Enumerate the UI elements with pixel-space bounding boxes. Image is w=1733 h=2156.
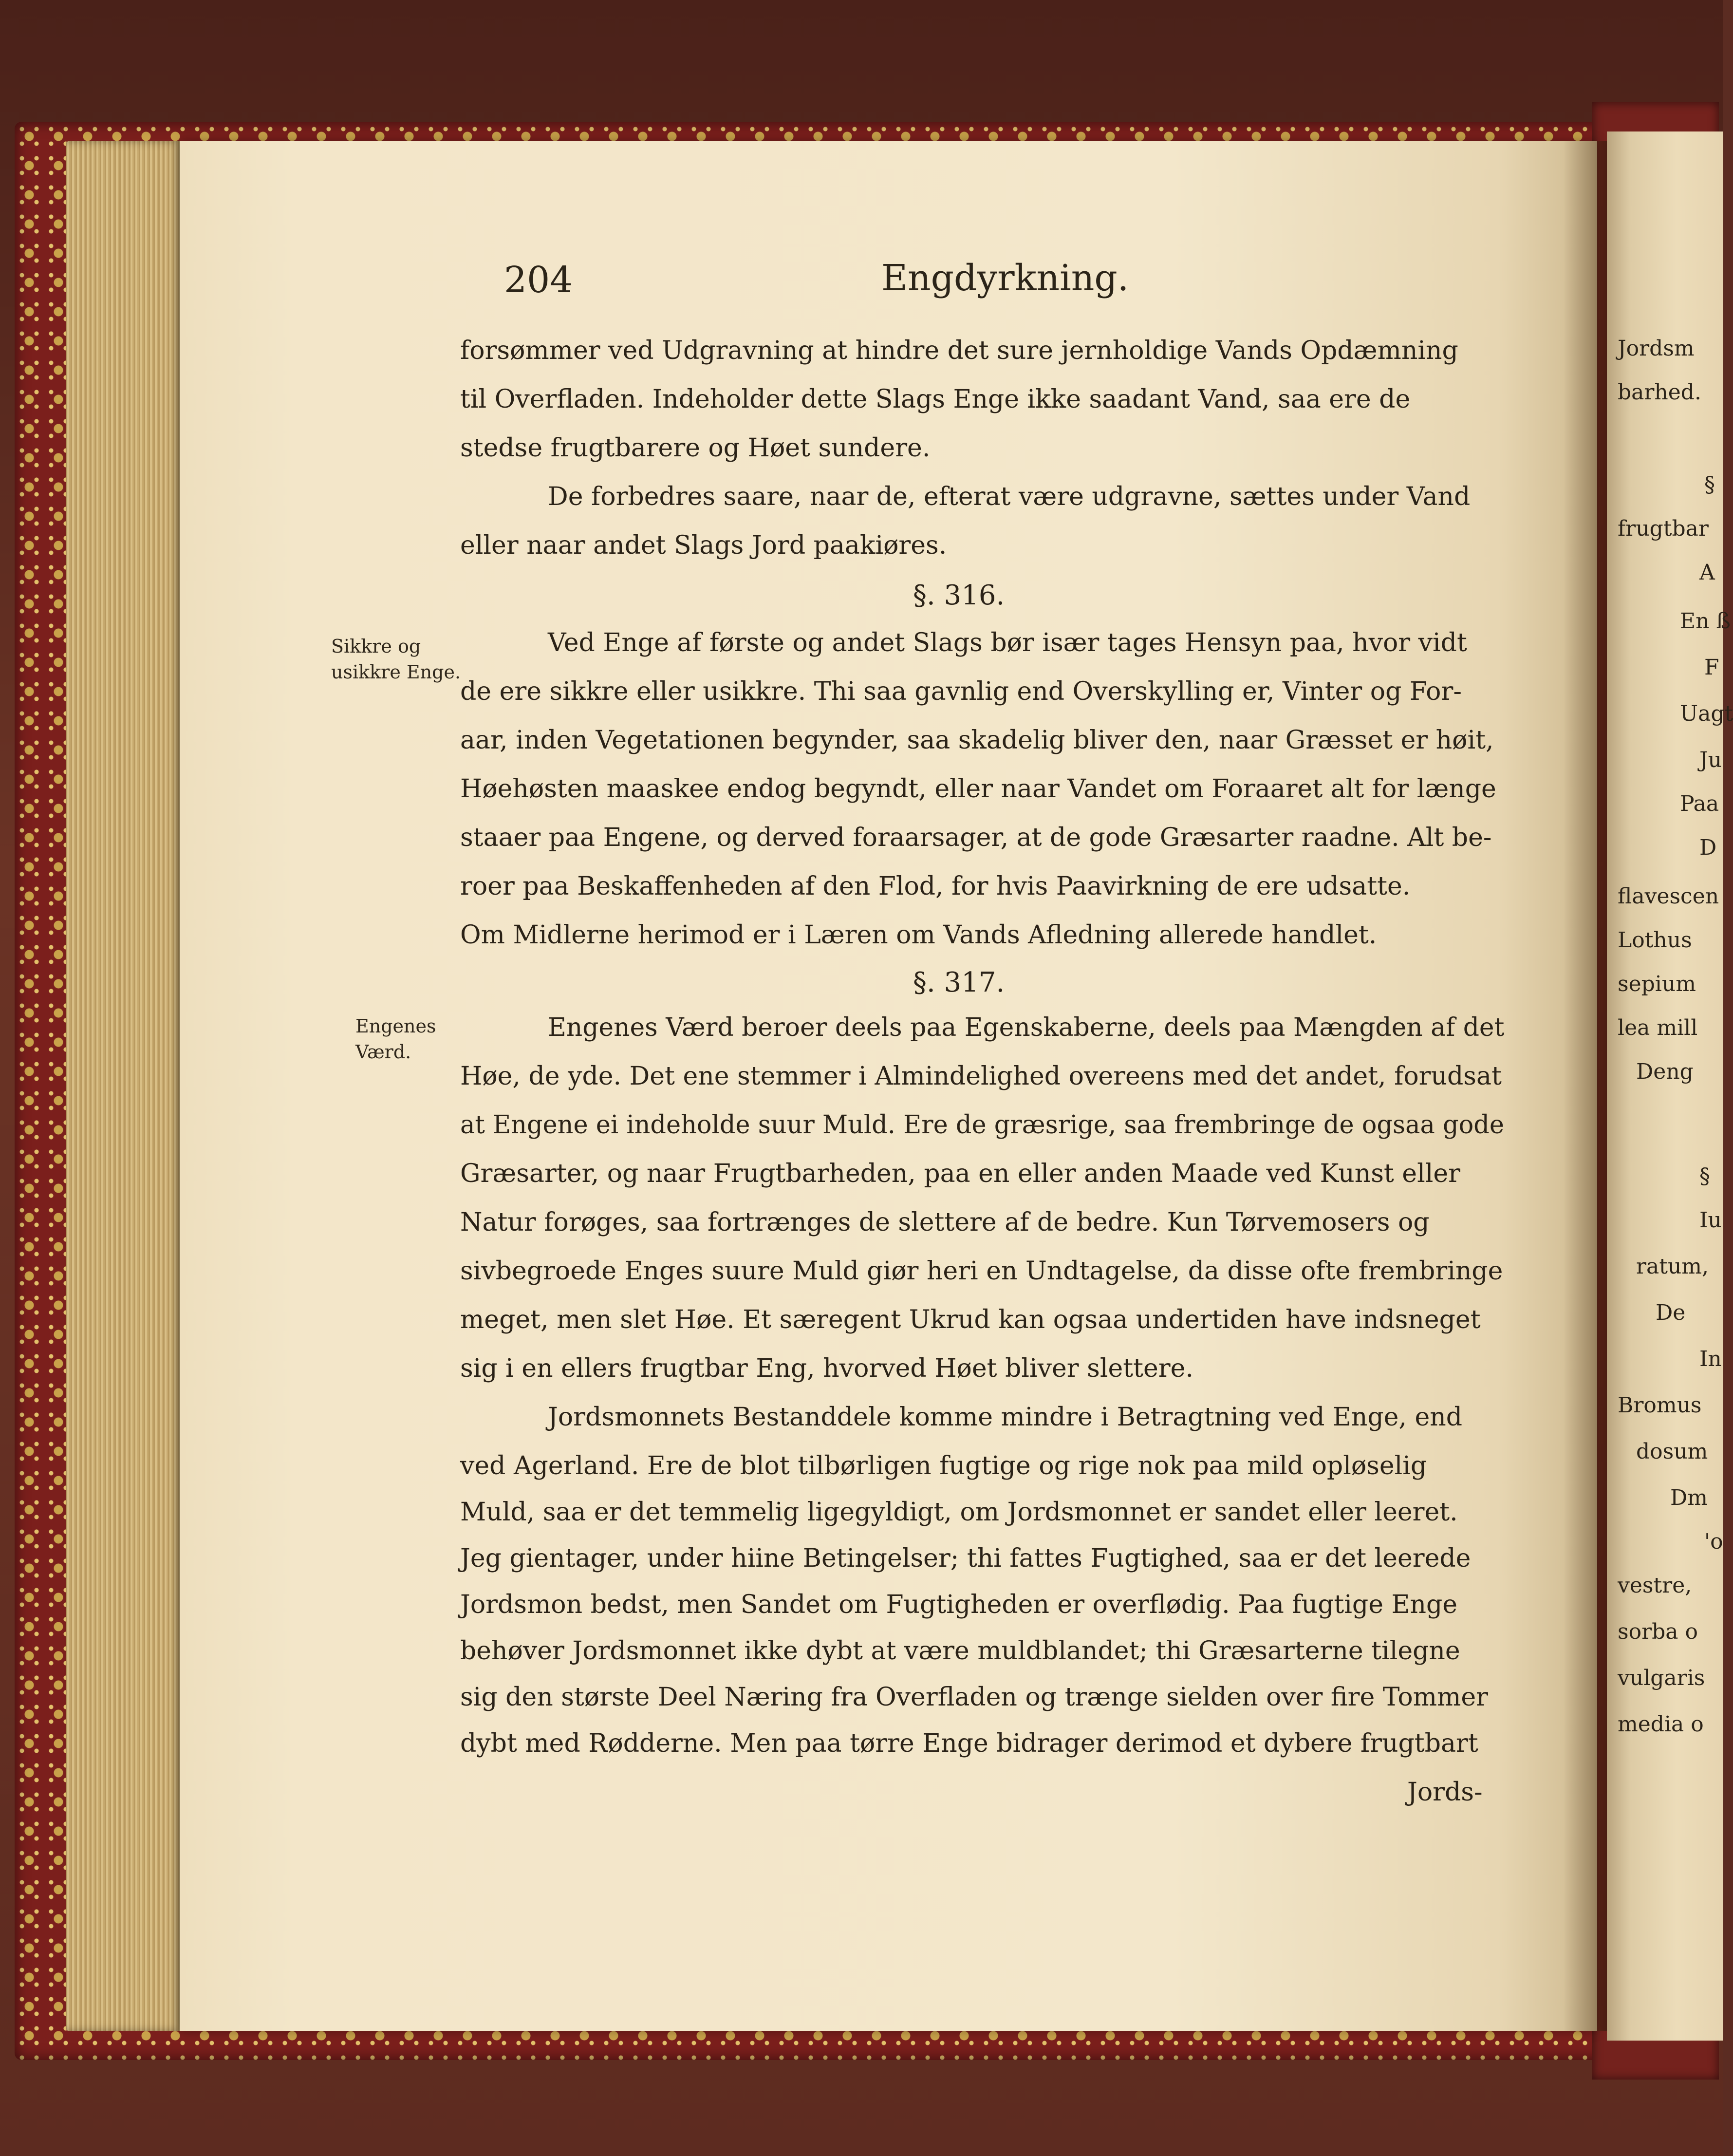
right-page-text: D	[1699, 835, 1717, 860]
right-page-text: Iu	[1699, 1208, 1722, 1233]
text-line: aar, inden Vegetationen begynder, saa skadelig bliver den, naar Græsset er høit,	[460, 726, 1494, 755]
catchword: Jords-	[1407, 1778, 1483, 1807]
text-line: at Engene ei indeholde suur Muld. Ere de græsrige, saa frembringe de ogsaa gode	[460, 1110, 1504, 1140]
text-line: Om Midlerne herimod er i Læren om Vands Afledning allerede handlet.	[460, 920, 1377, 950]
right-page-text: Bromus	[1618, 1393, 1702, 1418]
margin-note: Sikkre og	[331, 636, 421, 657]
right-page-text: dosum	[1636, 1439, 1708, 1464]
text-line: sivbegroede Enges suure Muld giør heri en Undtagelse, da disse ofte frembringe	[460, 1256, 1503, 1286]
text-line: meget, men slet Høe. Et særegent Ukrud kan ogsaa undertiden have indsneget	[460, 1305, 1481, 1334]
right-page-text: media o	[1618, 1712, 1704, 1737]
text-line: sig i en ellers frugtbar Eng, hvorved Høet bliver slettere.	[460, 1354, 1193, 1383]
right-page-text: Dm	[1670, 1485, 1708, 1510]
text-line: De forbedres saare, naar de, efterat være udgravne, sættes under Vand	[548, 482, 1471, 511]
text-line: til Overfladen. Indeholder dette Slags Enge ikke saadant Vand, saa ere de	[460, 385, 1411, 414]
right-page-text: Lothus	[1618, 928, 1692, 953]
right-page-text: 'o	[1704, 1529, 1723, 1554]
section-heading: §. 317.	[913, 967, 1005, 998]
right-page-text: Paa	[1680, 791, 1719, 816]
right-page-text: Deng	[1636, 1059, 1694, 1084]
right-page-text: §	[1704, 472, 1715, 497]
text-line: sig den største Deel Næring fra Overfladen og trænge sielden over fire Tommer	[460, 1683, 1488, 1712]
margin-note: Værd.	[355, 1041, 411, 1063]
text-line: Jeg gientager, under hiine Betingelser; thi fattes Fugtighed, saa er det leerede	[460, 1544, 1471, 1573]
right-page-text: Uagt	[1680, 701, 1733, 726]
margin-note: Engenes	[355, 1015, 436, 1037]
text-line: roer paa Beskaffenheden af den Flod, for hvis Paavirkning de ere udsatte.	[460, 872, 1411, 901]
text-line: eller naar andet Slags Jord paakiøres.	[460, 531, 947, 560]
text-line: dybt med Rødderne. Men paa tørre Enge bidrager derimod et dybere frugtbart	[460, 1729, 1478, 1758]
right-page-text: sepium	[1618, 972, 1696, 996]
text-line: Jordsmon bedst, men Sandet om Fugtigheden er overflødig. Paa fugtige Enge	[460, 1590, 1458, 1619]
book-gutter	[1563, 141, 1607, 2031]
right-page-text: lea mill	[1618, 1015, 1698, 1040]
page-number: 204	[504, 259, 573, 301]
text-line: stedse frugtbarere og Høet sundere.	[460, 433, 931, 463]
text-line: Ved Enge af første og andet Slags bør især tages Hensyn paa, hvor vidt	[548, 628, 1467, 657]
right-page-text: In	[1699, 1347, 1722, 1371]
text-line: Jordsmonnets Bestanddele komme mindre i Betragtning ved Enge, end	[548, 1403, 1463, 1432]
text-line: de ere sikkre eller usikkre. Thi saa gavnlig end Overskylling er, Vinter og For-	[460, 677, 1462, 706]
gilt-page-edge	[66, 141, 183, 2031]
right-page-text: ratum,	[1636, 1254, 1709, 1279]
margin-note: usikkre Enge.	[331, 661, 461, 683]
text-line: Høehøsten maaskee endog begyndt, eller naar Vandet om Foraaret alt for længe	[460, 774, 1496, 804]
right-page-text: flavescen	[1618, 884, 1719, 909]
text-line: Engenes Værd beroer deels paa Egenskaberne, deels paa Mængden af det	[548, 1013, 1505, 1042]
right-page-text: vestre,	[1618, 1573, 1692, 1598]
text-line: Muld, saa er det temmelig ligegyldigt, om Jordsmonnet er sandet eller leeret.	[460, 1498, 1458, 1527]
text-line: Græsarter, og naar Frugtbarheden, paa en eller anden Maade ved Kunst eller	[460, 1159, 1460, 1188]
text-line: Natur forøges, saa fortrænges de slettere af de bedre. Kun Tørvemosers og	[460, 1208, 1430, 1237]
text-line: staaer paa Engene, og derved foraarsager, at de gode Græsarter raadne. Alt be-	[460, 823, 1492, 852]
right-page-text: De	[1656, 1300, 1686, 1325]
text-line: behøver Jordsmonnet ikke dybt at være muldblandet; thi Græsarterne tilegne	[460, 1636, 1460, 1666]
right-page-text: En ß	[1680, 609, 1731, 634]
right-page-text: Ju	[1699, 748, 1722, 772]
right-page-text: sorba o	[1618, 1619, 1698, 1644]
right-page-text: barhed.	[1618, 380, 1701, 405]
right-page-sliver	[1607, 131, 1733, 2041]
section-heading: §. 316.	[913, 580, 1005, 611]
right-page-text: §	[1699, 1164, 1710, 1189]
right-page-text: Jordsm	[1618, 336, 1695, 361]
right-page-text: A	[1699, 560, 1715, 585]
running-head: Engdyrkning.	[881, 257, 1129, 299]
text-line: forsømmer ved Udgravning at hindre det sure jernholdige Vands Opdæmning	[460, 336, 1458, 365]
right-page-text: F	[1704, 655, 1719, 680]
text-line: ved Agerland. Ere de blot tilbørligen fugtige og rige nok paa mild opløselig	[460, 1451, 1427, 1481]
right-page-text: frugtbar	[1618, 516, 1709, 541]
right-page-text: vulgaris	[1618, 1666, 1705, 1690]
text-line: Høe, de yde. Det ene stemmer i Almindelighed overeens med det andet, forudsat	[460, 1062, 1502, 1091]
